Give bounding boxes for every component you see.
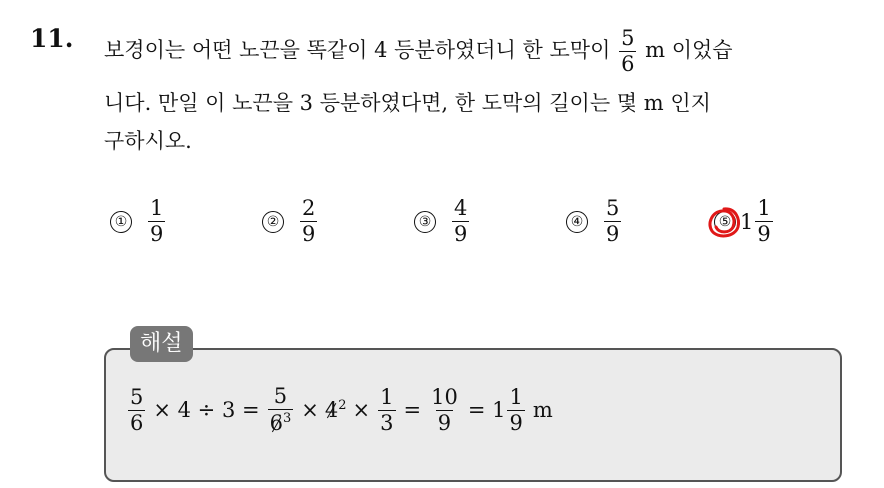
- numerator: 5: [273, 384, 288, 408]
- eq-fraction-5: [507, 384, 524, 435]
- numerator: 1: [380, 384, 394, 409]
- eq-unit: m: [532, 398, 553, 422]
- choice-1[interactable]: [110, 198, 167, 245]
- cancel-result: 3: [282, 411, 292, 426]
- eq-fraction-2: [268, 386, 294, 434]
- choice-3[interactable]: [414, 198, 471, 245]
- question-line-1: [104, 28, 733, 75]
- numerator: 1: [509, 384, 523, 409]
- eq-text-3: ×: [352, 398, 371, 422]
- question-line-3: 구하시오.: [104, 129, 192, 153]
- fraction-numerator: 5: [621, 26, 635, 50]
- numerator: 5: [130, 384, 144, 409]
- eq-text-5: = 1: [467, 398, 506, 422]
- choice-marker: ②: [262, 211, 284, 233]
- choice-marker: ⑤: [714, 211, 736, 233]
- choice-fraction: [148, 198, 165, 245]
- denominator: 9: [302, 222, 316, 246]
- eq-cancel-term: [325, 398, 347, 422]
- solution-equation: [126, 386, 553, 434]
- choice-marker: ①: [110, 211, 132, 233]
- fraction-denominator: 6: [621, 52, 635, 76]
- choice-marker: ③: [414, 211, 436, 233]
- denominator: 9: [606, 222, 620, 246]
- eq-fraction-1: [128, 384, 145, 435]
- denominator: 9: [437, 410, 452, 435]
- eq-fraction-4: [429, 384, 460, 435]
- question-text-1a: 보경이는 어떤 노끈을 똑같이 4 등분하였더니 한 도막이: [104, 38, 611, 62]
- numerator: 4: [454, 196, 468, 220]
- numerator: 1: [150, 196, 164, 220]
- denominator: 9: [150, 222, 164, 246]
- cancel-result: 2: [338, 398, 347, 413]
- answer-circle-mark: [706, 205, 742, 241]
- cancelled-digit: 4: [324, 398, 339, 422]
- numerator: 1: [757, 196, 771, 220]
- solution-tab: 해설: [130, 326, 193, 362]
- question-number: 11.: [30, 24, 74, 53]
- cancelled-digit: 6: [269, 411, 283, 435]
- eq-text-1: × 4 ÷ 3 =: [153, 398, 260, 422]
- choice-fraction: [452, 198, 469, 245]
- numerator: 10: [431, 384, 458, 409]
- numerator: 5: [606, 196, 620, 220]
- denominator: [268, 409, 294, 434]
- choice-fraction: [604, 198, 621, 245]
- choice-4[interactable]: [566, 198, 623, 245]
- denominator: 3: [380, 410, 394, 435]
- choice-marker: ④: [566, 211, 588, 233]
- eq-fraction-3: [378, 384, 395, 435]
- denominator: 9: [757, 222, 771, 246]
- denominator: 9: [509, 410, 523, 435]
- question-text-1b: m 이었습: [645, 38, 733, 62]
- eq-text-4: =: [403, 398, 422, 422]
- question-fraction: [619, 28, 636, 75]
- choice-2[interactable]: [262, 198, 319, 245]
- denominator: 6: [130, 410, 144, 435]
- numerator: 2: [302, 196, 316, 220]
- question-line-2: 니다. 만일 이 노끈을 3 등분하였다면, 한 도막의 길이는 몇 m 인지: [104, 91, 711, 115]
- choice-fraction: [300, 198, 317, 245]
- denominator: 9: [454, 222, 468, 246]
- choice-fraction: [755, 198, 772, 245]
- eq-text-2: ×: [301, 398, 319, 422]
- choice-whole: 1: [740, 209, 754, 234]
